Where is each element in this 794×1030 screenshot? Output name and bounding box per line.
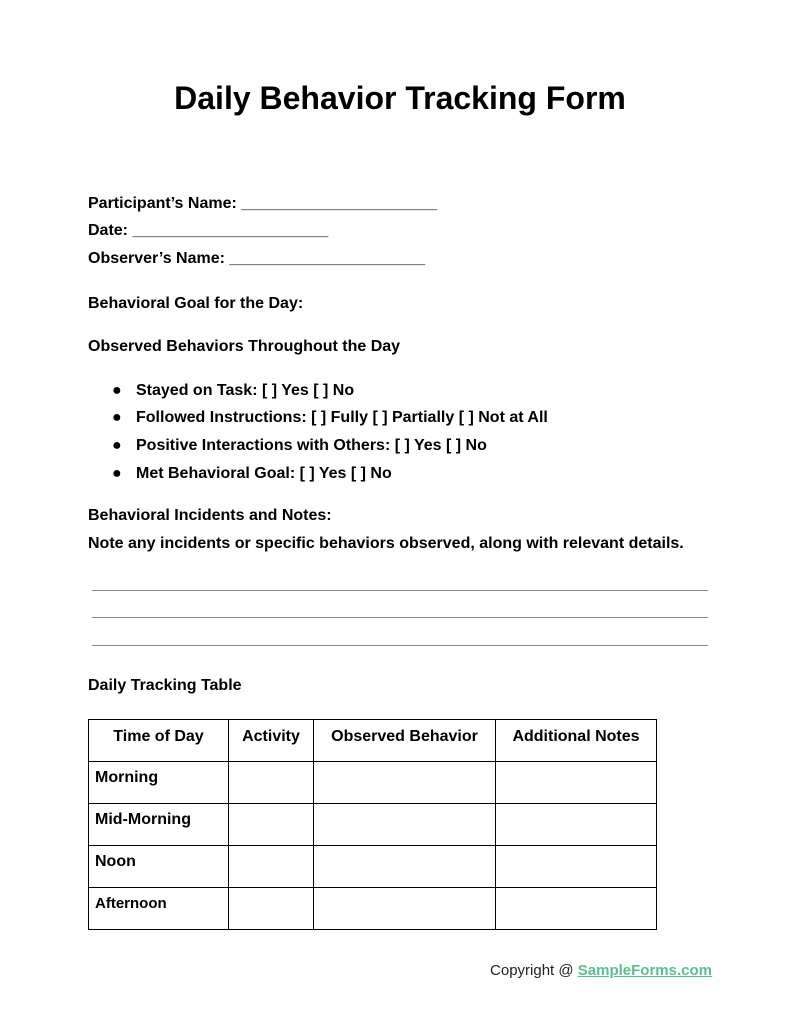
activity-cell[interactable] xyxy=(229,846,314,888)
page-title: Daily Behavior Tracking Form xyxy=(174,80,626,116)
notes-cell[interactable] xyxy=(496,888,657,930)
behavior-cell[interactable] xyxy=(314,888,496,930)
field-label: Participant’s Name: xyxy=(88,195,237,212)
bullet-icon: ● xyxy=(112,465,122,482)
time-cell: Noon xyxy=(89,846,229,888)
bullet-icon: ● xyxy=(112,437,122,454)
activity-cell[interactable] xyxy=(229,762,314,804)
field-label: Date: xyxy=(88,222,129,239)
notes-cell[interactable] xyxy=(496,804,657,846)
observer-name-field xyxy=(88,250,425,268)
copyright-text: Copyright @ xyxy=(490,962,578,979)
notes-cell[interactable] xyxy=(496,846,657,888)
table-heading: Daily Tracking Table xyxy=(88,677,242,694)
bullet-icon: ● xyxy=(112,409,122,426)
activity-cell[interactable] xyxy=(229,804,314,846)
behavior-item: Positive Interactions with Others: [ ] Yes [ ] No xyxy=(136,437,487,454)
behavior-item: Met Behavioral Goal: [ ] Yes [ ] No xyxy=(136,465,392,482)
header-activity: Activity xyxy=(229,720,314,762)
tracking-table xyxy=(88,719,657,930)
header-time-of-day: Time of Day xyxy=(89,720,229,762)
table-row xyxy=(89,888,657,930)
notes-line[interactable] xyxy=(92,645,708,646)
activity-cell[interactable] xyxy=(229,888,314,930)
bullet-icon: ● xyxy=(112,382,122,399)
observed-heading: Observed Behaviors Throughout the Day xyxy=(88,338,401,355)
time-cell: Morning xyxy=(89,762,229,804)
behavior-item: Stayed on Task: [ ] Yes [ ] No xyxy=(136,382,355,399)
notes-line[interactable] xyxy=(92,617,708,618)
incidents-instruction: Note any incidents or specific behaviors observed, along with relevant details. xyxy=(88,535,684,552)
time-cell: Mid-Morning xyxy=(89,804,229,846)
time-cell: Afternoon xyxy=(89,888,229,930)
behavior-cell[interactable] xyxy=(314,846,496,888)
field-label: Observer’s Name: xyxy=(88,250,225,267)
table-row xyxy=(89,804,657,846)
observer-name-blank[interactable]: ______________________ xyxy=(229,250,426,267)
table-header-row xyxy=(89,720,657,762)
sampleforms-link[interactable]: SampleForms.com xyxy=(577,962,712,979)
date-blank[interactable]: ______________________ xyxy=(132,222,329,239)
notes-line[interactable] xyxy=(92,590,708,591)
copyright-footer xyxy=(490,962,712,979)
behavior-item: Followed Instructions: [ ] Fully [ ] Partially [ ] Not at All xyxy=(136,409,548,426)
behavior-cell[interactable] xyxy=(314,762,496,804)
table-row xyxy=(89,762,657,804)
date-field xyxy=(88,222,328,240)
table-row xyxy=(89,846,657,888)
goal-label: Behavioral Goal for the Day: xyxy=(88,295,304,312)
header-observed-behavior: Observed Behavior xyxy=(314,720,496,762)
participant-name-field xyxy=(88,195,437,213)
notes-cell[interactable] xyxy=(496,762,657,804)
behavior-cell[interactable] xyxy=(314,804,496,846)
incidents-heading: Behavioral Incidents and Notes: xyxy=(88,507,332,524)
participant-name-blank[interactable]: ______________________ xyxy=(241,195,438,212)
header-additional-notes: Additional Notes xyxy=(496,720,657,762)
